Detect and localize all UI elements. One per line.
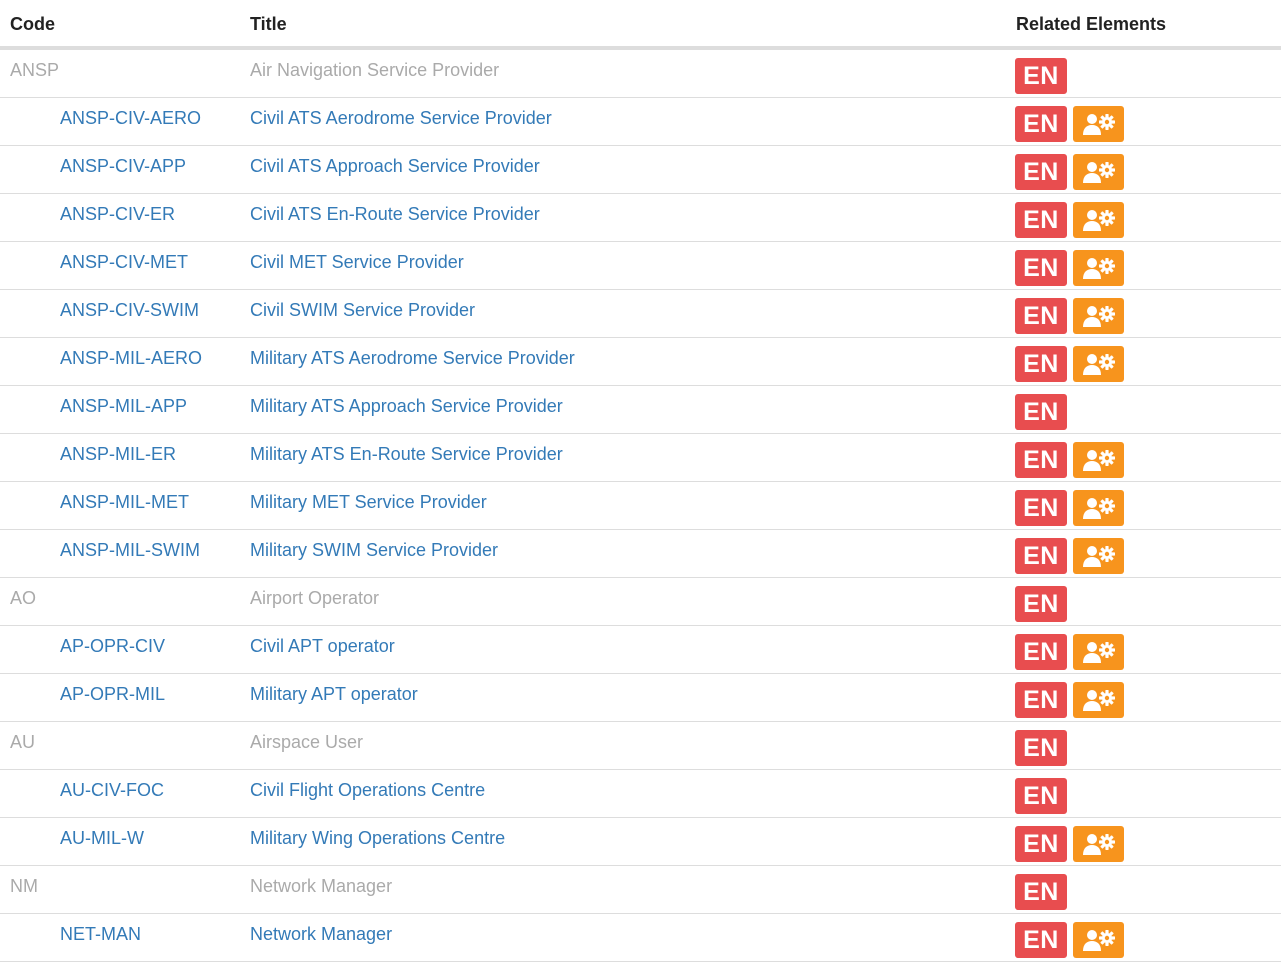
column-header-code[interactable]: Code	[10, 14, 55, 34]
row-title-link[interactable]: Military ATS Approach Service Provider	[250, 396, 563, 416]
group-row	[0, 578, 1281, 626]
related-elements	[1015, 634, 1124, 670]
row-code-link[interactable]: AU-MIL-W	[60, 828, 144, 848]
user-gear-icon[interactable]	[1073, 490, 1124, 526]
related-elements	[1015, 298, 1124, 334]
user-gear-icon[interactable]	[1073, 106, 1124, 142]
table-row	[0, 626, 1281, 674]
row-title-link[interactable]: Network Manager	[250, 924, 393, 944]
related-elements	[1015, 250, 1124, 286]
user-gear-icon[interactable]	[1073, 202, 1124, 238]
group-code: AU	[10, 732, 36, 752]
related-elements	[1015, 394, 1067, 430]
group-title: Air Navigation Service Provider	[250, 60, 500, 80]
row-title-link[interactable]: Military ATS En-Route Service Provider	[250, 444, 563, 464]
row-title-link[interactable]: Civil ATS Approach Service Provider	[250, 156, 540, 176]
related-elements	[1015, 922, 1124, 958]
row-code-link[interactable]: ANSP-CIV-ER	[60, 204, 176, 224]
en-badge[interactable]: EN	[1015, 778, 1067, 814]
row-code-link[interactable]: ANSP-CIV-AERO	[60, 108, 202, 128]
row-code-link[interactable]: AP-OPR-CIV	[60, 636, 166, 656]
user-gear-icon[interactable]	[1073, 634, 1124, 670]
table-row	[0, 818, 1281, 866]
related-elements	[1015, 106, 1124, 142]
user-gear-icon[interactable]	[1073, 250, 1124, 286]
en-badge[interactable]: EN	[1015, 634, 1067, 670]
group-code: ANSP	[10, 60, 60, 80]
en-badge[interactable]: EN	[1015, 682, 1067, 718]
en-badge[interactable]: EN	[1015, 730, 1067, 766]
user-gear-icon[interactable]	[1073, 682, 1124, 718]
table-header	[0, 0, 1281, 50]
related-elements	[1015, 778, 1067, 814]
group-row	[0, 722, 1281, 770]
table-row	[0, 530, 1281, 578]
table-row	[0, 242, 1281, 290]
en-badge[interactable]: EN	[1015, 250, 1067, 286]
table-row	[0, 194, 1281, 242]
table-row	[0, 434, 1281, 482]
related-elements	[1015, 586, 1067, 622]
table-body	[0, 50, 1281, 962]
table-row	[0, 482, 1281, 530]
row-code-link[interactable]: ANSP-CIV-SWIM	[60, 300, 200, 320]
row-code-link[interactable]: NET-MAN	[60, 924, 141, 944]
en-badge[interactable]: EN	[1015, 586, 1067, 622]
table-row	[0, 770, 1281, 818]
table-row	[0, 98, 1281, 146]
table-row	[0, 290, 1281, 338]
related-elements	[1015, 490, 1124, 526]
group-row	[0, 866, 1281, 914]
related-elements	[1015, 538, 1124, 574]
row-title-link[interactable]: Military Wing Operations Centre	[250, 828, 506, 848]
group-title: Network Manager	[250, 876, 393, 896]
related-elements	[1015, 202, 1124, 238]
row-title-link[interactable]: Civil MET Service Provider	[250, 252, 464, 272]
group-code: NM	[10, 876, 38, 896]
en-badge[interactable]: EN	[1015, 442, 1067, 478]
row-title-link[interactable]: Civil ATS Aerodrome Service Provider	[250, 108, 552, 128]
en-badge[interactable]: EN	[1015, 106, 1067, 142]
en-badge[interactable]: EN	[1015, 202, 1067, 238]
row-code-link[interactable]: ANSP-MIL-MET	[60, 492, 190, 512]
related-elements	[1015, 826, 1124, 862]
related-elements	[1015, 682, 1124, 718]
en-badge[interactable]: EN	[1015, 58, 1067, 94]
row-title-link[interactable]: Military MET Service Provider	[250, 492, 487, 512]
en-badge[interactable]: EN	[1015, 874, 1067, 910]
en-badge[interactable]: EN	[1015, 826, 1067, 862]
group-row	[0, 50, 1281, 98]
table-row	[0, 386, 1281, 434]
column-header-title[interactable]: Title	[250, 14, 287, 34]
en-badge[interactable]: EN	[1015, 538, 1067, 574]
table-row	[0, 914, 1281, 962]
user-gear-icon[interactable]	[1073, 538, 1124, 574]
related-elements	[1015, 874, 1067, 910]
row-title-link[interactable]: Civil APT operator	[250, 636, 395, 656]
row-code-link[interactable]: ANSP-MIL-APP	[60, 396, 188, 416]
user-gear-icon[interactable]	[1073, 922, 1124, 958]
en-badge[interactable]: EN	[1015, 154, 1067, 190]
row-title-link[interactable]: Military SWIM Service Provider	[250, 540, 499, 560]
row-code-link[interactable]: AU-CIV-FOC	[60, 780, 165, 800]
row-title-link[interactable]: Military ATS Aerodrome Service Provider	[250, 348, 575, 368]
row-code-link[interactable]: ANSP-CIV-MET	[60, 252, 189, 272]
user-gear-icon[interactable]	[1073, 346, 1124, 382]
row-title-link[interactable]: Civil ATS En-Route Service Provider	[250, 204, 540, 224]
en-badge[interactable]: EN	[1015, 394, 1067, 430]
group-title: Airspace User	[250, 732, 364, 752]
related-elements	[1015, 346, 1124, 382]
row-title-link[interactable]: Civil Flight Operations Centre	[250, 780, 486, 800]
table-row	[0, 338, 1281, 386]
table-row	[0, 146, 1281, 194]
row-code-link[interactable]: ANSP-MIL-SWIM	[60, 540, 201, 560]
related-elements	[1015, 442, 1124, 478]
user-gear-icon[interactable]	[1073, 298, 1124, 334]
row-title-link[interactable]: Civil SWIM Service Provider	[250, 300, 476, 320]
row-code-link[interactable]: ANSP-CIV-APP	[60, 156, 187, 176]
group-title: Airport Operator	[250, 588, 380, 608]
row-code-link[interactable]: ANSP-MIL-ER	[60, 444, 177, 464]
user-gear-icon[interactable]	[1073, 826, 1124, 862]
row-title-link[interactable]: Military APT operator	[250, 684, 418, 704]
en-badge[interactable]: EN	[1015, 346, 1067, 382]
column-header-related-elements: Related Elements	[1016, 14, 1167, 34]
row-code-link[interactable]: ANSP-MIL-AERO	[60, 348, 203, 368]
related-elements	[1015, 58, 1067, 94]
user-gear-icon[interactable]	[1073, 154, 1124, 190]
related-elements	[1015, 730, 1067, 766]
related-elements	[1015, 154, 1124, 190]
user-gear-icon[interactable]	[1073, 442, 1124, 478]
en-badge[interactable]: EN	[1015, 298, 1067, 334]
group-code: AO	[10, 588, 37, 608]
en-badge[interactable]: EN	[1015, 922, 1067, 958]
row-code-link[interactable]: AP-OPR-MIL	[60, 684, 166, 704]
table-row	[0, 674, 1281, 722]
en-badge[interactable]: EN	[1015, 490, 1067, 526]
